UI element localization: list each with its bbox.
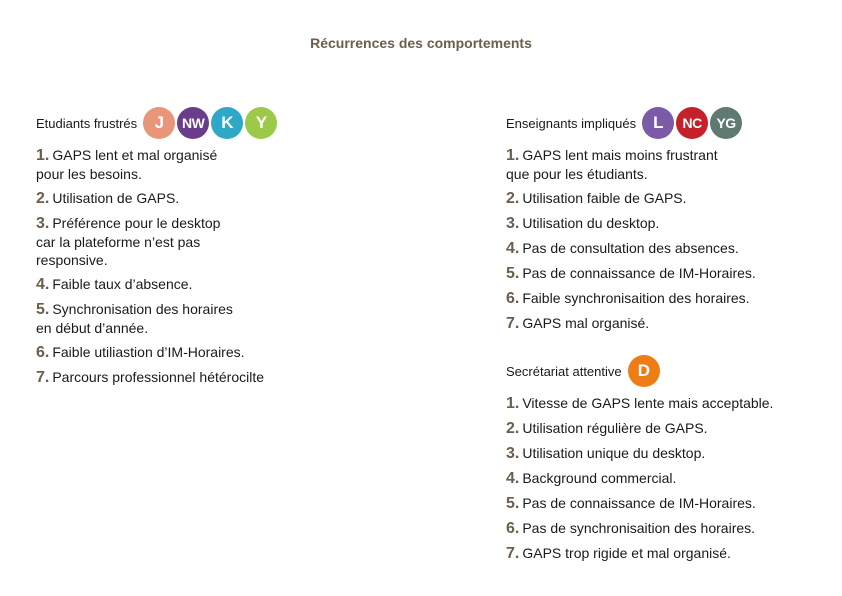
item-number: 5. (506, 265, 520, 282)
item-text: Utilisation faible de GAPS. (522, 190, 687, 206)
item-text: en début d’année. (36, 320, 149, 336)
list-item (506, 239, 826, 258)
item-text: car la plateforme n’est pas (36, 234, 201, 250)
item-number: 7. (506, 545, 520, 562)
behavior-list (506, 146, 826, 333)
item-text: Faible synchronisaition des horaires. (522, 290, 750, 306)
item-text: Pas de connaissance de IM-Horaires. (522, 495, 756, 511)
group-label: Secrétariat attentive (506, 363, 622, 379)
list-item (36, 189, 336, 208)
item-text: Utilisation régulière de GAPS. (522, 420, 708, 436)
item-text: GAPS lent mais moins frustrant (522, 147, 718, 163)
list-item (36, 300, 336, 337)
item-number: 7. (506, 315, 520, 332)
list-item (36, 368, 336, 387)
item-number: 5. (36, 301, 50, 318)
item-text: Vitesse de GAPS lente mais acceptable. (522, 395, 774, 411)
list-item (506, 469, 826, 488)
item-number: 3. (36, 215, 50, 232)
item-text: Pas de connaissance de IM-Horaires. (522, 265, 756, 281)
item-number: 4. (506, 470, 520, 487)
group-etudiants (36, 106, 336, 393)
item-text: Background commercial. (522, 470, 677, 486)
list-item (506, 264, 826, 283)
list-item (506, 494, 826, 513)
item-text: que pour les étudiants. (506, 166, 648, 182)
avatar-j: J (143, 107, 175, 139)
list-item (506, 146, 826, 183)
avatar-d: D (628, 355, 660, 387)
list-item (506, 289, 826, 308)
avatar-group (143, 107, 279, 139)
behavior-list (36, 146, 336, 387)
group-header (36, 106, 336, 140)
item-text: responsive. (36, 252, 108, 268)
item-text: GAPS mal organisé. (522, 315, 650, 331)
page-title: Récurrences des comportements (310, 35, 532, 51)
list-item (506, 544, 826, 563)
group-secretariat (506, 354, 826, 569)
item-number: 3. (506, 445, 520, 462)
item-number: 1. (36, 147, 50, 164)
group-header (506, 354, 826, 388)
list-item (506, 214, 826, 233)
list-item (36, 275, 336, 294)
item-number: 7. (36, 369, 50, 386)
group-header (506, 106, 826, 140)
avatar-k: K (211, 107, 243, 139)
item-text: GAPS lent et mal organisé (52, 147, 218, 163)
item-number: 2. (506, 190, 520, 207)
item-number: 1. (506, 147, 520, 164)
avatar-group (642, 107, 744, 139)
list-item (506, 419, 826, 438)
item-number: 6. (506, 520, 520, 537)
item-number: 2. (506, 420, 520, 437)
group-enseignants (506, 106, 826, 339)
avatar-y: Y (245, 107, 277, 139)
item-number: 3. (506, 215, 520, 232)
item-number: 2. (36, 190, 50, 207)
item-text: Parcours professionnel hétérocilte (52, 369, 265, 385)
list-item (506, 189, 826, 208)
item-number: 6. (36, 344, 50, 361)
item-text: Utilisation unique du desktop. (522, 445, 706, 461)
list-item (36, 214, 336, 269)
item-text: Pas de consultation des absences. (522, 240, 739, 256)
item-text: Utilisation du desktop. (522, 215, 660, 231)
item-text: GAPS trop rigide et mal organisé. (522, 545, 731, 561)
item-number: 4. (506, 240, 520, 257)
item-number: 6. (506, 290, 520, 307)
item-text: Pas de synchronisaition des horaires. (522, 520, 756, 536)
item-text: Utilisation de GAPS. (52, 190, 180, 206)
list-item (506, 394, 826, 413)
group-label: Etudiants frustrés (36, 115, 138, 131)
group-label: Enseignants impliqués (506, 115, 637, 131)
item-number: 1. (506, 395, 520, 412)
list-item (36, 343, 336, 362)
list-item (506, 314, 826, 333)
item-text: Faible utiliastion d’IM-Horaires. (52, 344, 245, 360)
avatar-nw: NW (177, 107, 209, 139)
behavior-list (506, 394, 826, 563)
avatar-yg: YG (710, 107, 742, 139)
item-number: 4. (36, 276, 50, 293)
item-text: Préférence pour le desktop (52, 215, 221, 231)
avatar-nc: NC (676, 107, 708, 139)
list-item (506, 444, 826, 463)
item-text: pour les besoins. (36, 166, 142, 182)
avatar-group (628, 355, 662, 387)
item-text: Synchronisation des horaires (52, 301, 233, 317)
item-number: 5. (506, 495, 520, 512)
item-text: Faible taux d’absence. (52, 276, 193, 292)
list-item (506, 519, 826, 538)
list-item (36, 146, 336, 183)
avatar-l: L (642, 107, 674, 139)
